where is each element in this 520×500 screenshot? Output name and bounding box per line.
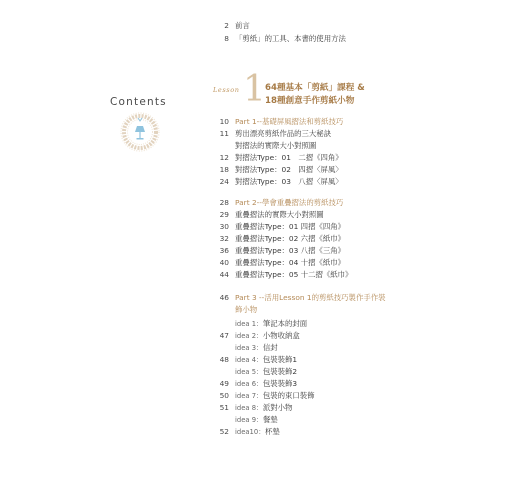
toc-page-number: 18 [219, 165, 229, 174]
toc-row[interactable] [213, 426, 280, 438]
toc-row[interactable] [213, 318, 307, 330]
toc-page-number: 49 [219, 379, 229, 388]
toc-entry-title: 包裝裝飾3 [262, 379, 298, 388]
toc-row[interactable] [213, 378, 297, 390]
toc-page-number: 36 [219, 246, 229, 255]
toc-part-heading[interactable] [213, 116, 343, 128]
idea-label: idea 5： [235, 368, 263, 376]
toc-page-number: 40 [219, 258, 229, 267]
lesson-label: Lesson [213, 86, 240, 94]
toc-page-number: 32 [219, 234, 229, 243]
toc-row[interactable] [213, 342, 278, 354]
idea-label: idea 3： [235, 344, 263, 352]
toc-entry-title: 對摺法Type：03 八摺〈屏風〉 [235, 177, 343, 186]
toc-entry-title: 包裝裝飾2 [262, 367, 298, 376]
toc-row[interactable] [213, 152, 343, 164]
toc-part-heading[interactable] [213, 292, 386, 304]
toc-page-number: 30 [219, 222, 229, 231]
toc-row[interactable] [213, 128, 331, 140]
toc-entry-title: 重疊摺法的實際大小對照圖 [235, 210, 324, 219]
paper-cut-wreath-illustration [118, 110, 162, 154]
toc-entry-title: 小物收納盒 [262, 331, 300, 340]
idea-label: idea 1： [235, 320, 263, 328]
toc-row[interactable] [213, 164, 343, 176]
toc-page-number: 29 [219, 210, 229, 219]
idea-label: idea10： [235, 428, 265, 436]
toc-entry-title: 前言 [235, 21, 250, 30]
toc-page-number: 2 [224, 21, 229, 30]
toc-row[interactable] [213, 366, 297, 378]
toc-row[interactable] [213, 414, 278, 426]
toc-row[interactable] [213, 390, 315, 402]
toc-entry-title: 剪出漂亮剪紙作品的三大秘訣 [235, 129, 332, 138]
toc-page-number: 28 [219, 198, 229, 207]
toc-page-number: 51 [219, 403, 229, 412]
toc-row[interactable] [213, 257, 345, 269]
toc-entry-title: 重疊摺法Type：04 十摺《紙巾》 [235, 258, 346, 267]
toc-page-number: 24 [219, 177, 229, 186]
toc-row[interactable] [213, 209, 324, 221]
toc-row[interactable] [213, 176, 343, 188]
toc-part-title: Part 2--學會重疊摺法的剪紙技巧 [235, 198, 344, 207]
toc-row[interactable] [213, 33, 346, 45]
toc-part-title: Part 3 --活用Lesson 1的剪紙技巧製作手作裝 [235, 293, 386, 302]
idea-label: idea 2： [235, 332, 263, 340]
toc-page-number: 47 [219, 331, 229, 340]
toc-entry-title: 對摺法Type：02 四摺〈屏風〉 [235, 165, 343, 174]
lesson-title-line: 64種基本「剪紙」課程 & [265, 83, 365, 93]
toc-part-title: Part 1--基礎屏風摺法和剪紙技巧 [235, 117, 344, 126]
lesson-title [265, 82, 365, 108]
toc-page-number: 10 [219, 117, 229, 126]
toc-row[interactable] [213, 354, 297, 366]
toc-page-number: 48 [219, 355, 229, 364]
idea-label: idea 7： [235, 392, 263, 400]
toc-page-number: 8 [224, 34, 229, 43]
toc-entry-title: 餐墊 [262, 415, 278, 424]
toc-entry-title: 派對小物 [262, 403, 293, 412]
toc-entry-title: 包裝裝飾1 [262, 355, 298, 364]
toc-part-heading[interactable] [213, 197, 343, 209]
toc-entry-title: 重疊摺法Type：03 八摺《三角》 [235, 246, 346, 255]
toc-row[interactable] [213, 20, 250, 32]
toc-row[interactable] [213, 221, 345, 233]
toc-page-number: 52 [219, 427, 229, 436]
toc-entry-title: 筆記本的封面 [262, 319, 308, 328]
toc-entry-title: 包裝的束口裝飾 [262, 391, 315, 400]
toc-entry-title: 杯墊 [265, 427, 280, 436]
idea-label: idea 8： [235, 404, 263, 412]
toc-entry-title: 重疊摺法Type：02 六摺《紙巾》 [235, 234, 346, 243]
lesson-title-line: 18種創意手作剪紙小物 [265, 96, 355, 106]
toc-page-number: 50 [219, 391, 229, 400]
toc-page-number: 46 [219, 293, 229, 302]
toc-page-number: 12 [219, 153, 229, 162]
idea-label: idea 4： [235, 356, 263, 364]
toc-page-number: 11 [219, 129, 229, 138]
toc-row[interactable] [213, 233, 345, 245]
toc-row[interactable] [213, 245, 345, 257]
toc-row[interactable] [213, 330, 300, 342]
toc-page-number: 44 [219, 270, 229, 279]
toc-entry-title: 對摺法的實際大小對照圖 [235, 141, 317, 150]
toc-entry-title: 信封 [262, 343, 278, 352]
toc-entry-title: 重疊摺法Type：05 十二摺《紙巾》 [235, 270, 353, 279]
toc-entry-title: 「剪紙」的工具、本書的使用方法 [235, 34, 346, 43]
contents-heading: Contents [110, 96, 167, 108]
toc-row[interactable] [213, 140, 316, 152]
toc-entry-title: 對摺法Type：01 二摺《四角》 [235, 153, 343, 162]
idea-label: idea 6： [235, 380, 263, 388]
toc-part-title-continuation: 飾小物 [235, 305, 258, 314]
toc-row[interactable] [213, 269, 352, 281]
toc-entry-title: 重疊摺法Type：01 四摺《四角》 [235, 222, 346, 231]
idea-label: idea 9： [235, 416, 263, 424]
lesson-number: 1 [243, 69, 266, 110]
toc-row[interactable] [213, 402, 292, 414]
